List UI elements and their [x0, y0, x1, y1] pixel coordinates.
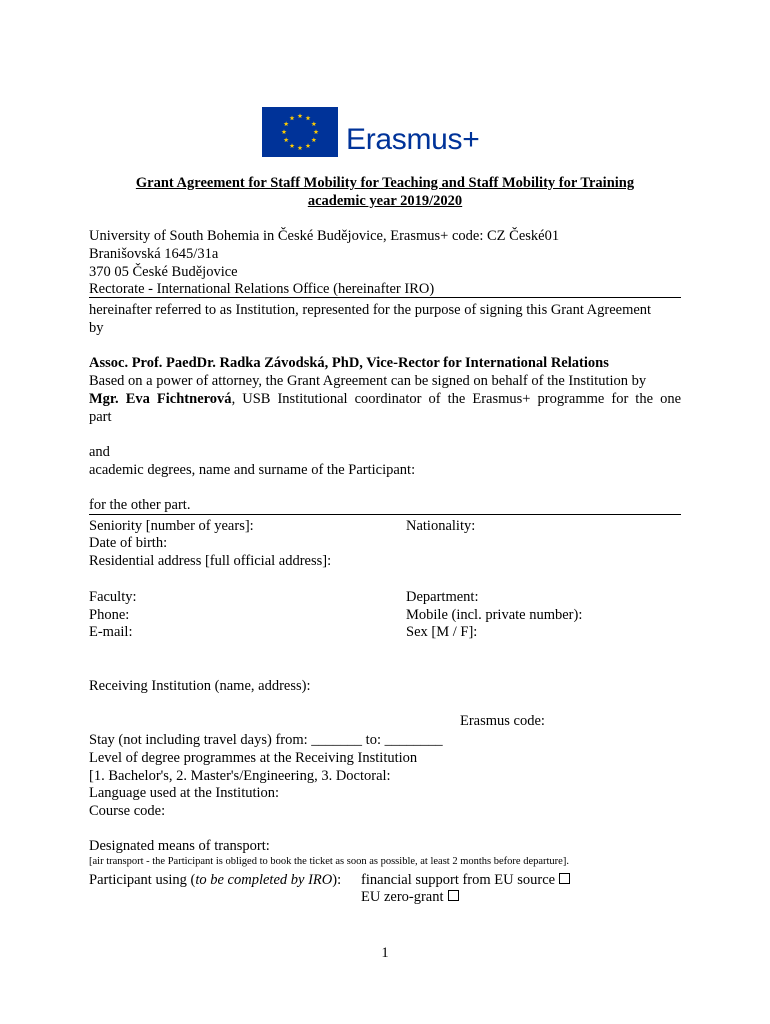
transport-label: Designated means of transport:	[89, 838, 270, 854]
institution-street: Branišovská 1645/31a	[89, 246, 219, 262]
phone-label: Phone:	[89, 607, 130, 623]
erasmus-code-label: Erasmus code:	[460, 713, 545, 729]
eu-star-icon	[311, 121, 316, 126]
coordinator-rest: , USB Institutional coordinator of the Erasmus+ programme for the one	[231, 391, 681, 407]
eu-star-icon	[284, 121, 289, 126]
eu-star-icon	[298, 145, 303, 150]
power-of-attorney-line: Based on a power of attorney, the Grant Agreement can be signed on behalf of the Institution by	[89, 373, 647, 389]
document-title-line2: academic year 2019/2020	[307, 193, 463, 209]
eu-flag-icon	[262, 107, 338, 157]
erasmus-logo	[262, 107, 508, 157]
seniority-label: Seniority [number of years]:	[89, 518, 254, 534]
nationality-label: Nationality:	[406, 518, 476, 534]
eu-star-icon	[306, 116, 311, 121]
and-line: and	[89, 444, 110, 460]
using-prefix: Participant using (	[89, 872, 196, 888]
sex-label: Sex [M / F]:	[406, 624, 478, 640]
eu-star-icon	[284, 137, 289, 142]
faculty-label: Faculty:	[89, 589, 137, 605]
erasmus-logo-text: Erasmus+	[346, 123, 480, 156]
option-eu-financial-support-label: financial support from EU source	[361, 872, 556, 888]
residential-address-label: Residential address [full official address]:	[89, 553, 332, 569]
eu-star-icon	[298, 113, 303, 118]
eu-star-icon	[290, 143, 295, 148]
institution-office: Rectorate - International Relations Office (hereinafter IRO)	[89, 281, 435, 297]
option-eu-zero-grant-label: EU zero-grant	[361, 889, 444, 905]
degree-levels-options: [1. Bachelor's, 2. Master's/Engineering, 3. Doctoral:	[89, 768, 391, 784]
using-italic: to be completed by IRO	[195, 872, 333, 888]
page-number: 1	[381, 945, 389, 961]
checkbox-eu-financial-support[interactable]	[559, 873, 570, 884]
eu-star-icon	[306, 143, 311, 148]
eu-star-icon	[311, 137, 316, 142]
using-suffix: ):	[332, 872, 342, 888]
course-code-label: Course code:	[89, 803, 166, 819]
date-of-birth-label: Date of birth:	[89, 535, 168, 551]
eu-star-icon	[282, 129, 287, 134]
document-title-line1: Grant Agreement for Staff Mobility for Teaching and Staff Mobility for Training	[135, 175, 635, 191]
degree-level-line: Level of degree programmes at the Receiving Institution	[89, 750, 418, 766]
eu-stars	[262, 107, 338, 157]
other-part-line: for the other part.	[89, 497, 191, 513]
divider-1	[89, 297, 681, 298]
receiving-institution-label: Receiving Institution (name, address):	[89, 678, 311, 694]
option-eu-financial-support	[361, 871, 570, 889]
eu-star-icon	[290, 116, 295, 121]
divider-2	[89, 514, 681, 515]
eu-star-icon	[314, 129, 319, 134]
option-eu-zero-grant	[361, 888, 459, 906]
representative-name: Assoc. Prof. PaedDr. Radka Závodská, PhD, Vice-Rector for International Relations	[89, 355, 609, 371]
coordinator-name: Mgr. Eva Fichtnerová	[89, 391, 232, 407]
language-label: Language used at the Institution:	[89, 785, 280, 801]
stay-dates-line: Stay (not including travel days) from: _______ to: ________	[89, 732, 443, 748]
coordinator-line	[89, 390, 681, 408]
participant-name-label: academic degrees, name and surname of the Participant:	[89, 462, 416, 478]
mobile-label: Mobile (incl. private number):	[406, 607, 583, 623]
checkbox-eu-zero-grant[interactable]	[448, 890, 459, 901]
participant-using-label	[89, 871, 341, 889]
institution-city: 370 05 České Budějovice	[89, 264, 238, 280]
email-label: E-mail:	[89, 624, 133, 640]
transport-note: [air transport - the Participant is obliged to book the ticket as soon as possible, at least 2 months before departure].	[89, 856, 569, 867]
department-label: Department:	[406, 589, 479, 605]
institution-represented-line: hereinafter referred to as Institution, represented for the purpose of signing this Grant Agreement	[89, 302, 652, 318]
part-line: part	[89, 409, 112, 425]
institution-name: University of South Bohemia in České Budějovice, Erasmus+ code: CZ České01	[89, 228, 560, 244]
institution-by-line: by	[89, 320, 104, 336]
